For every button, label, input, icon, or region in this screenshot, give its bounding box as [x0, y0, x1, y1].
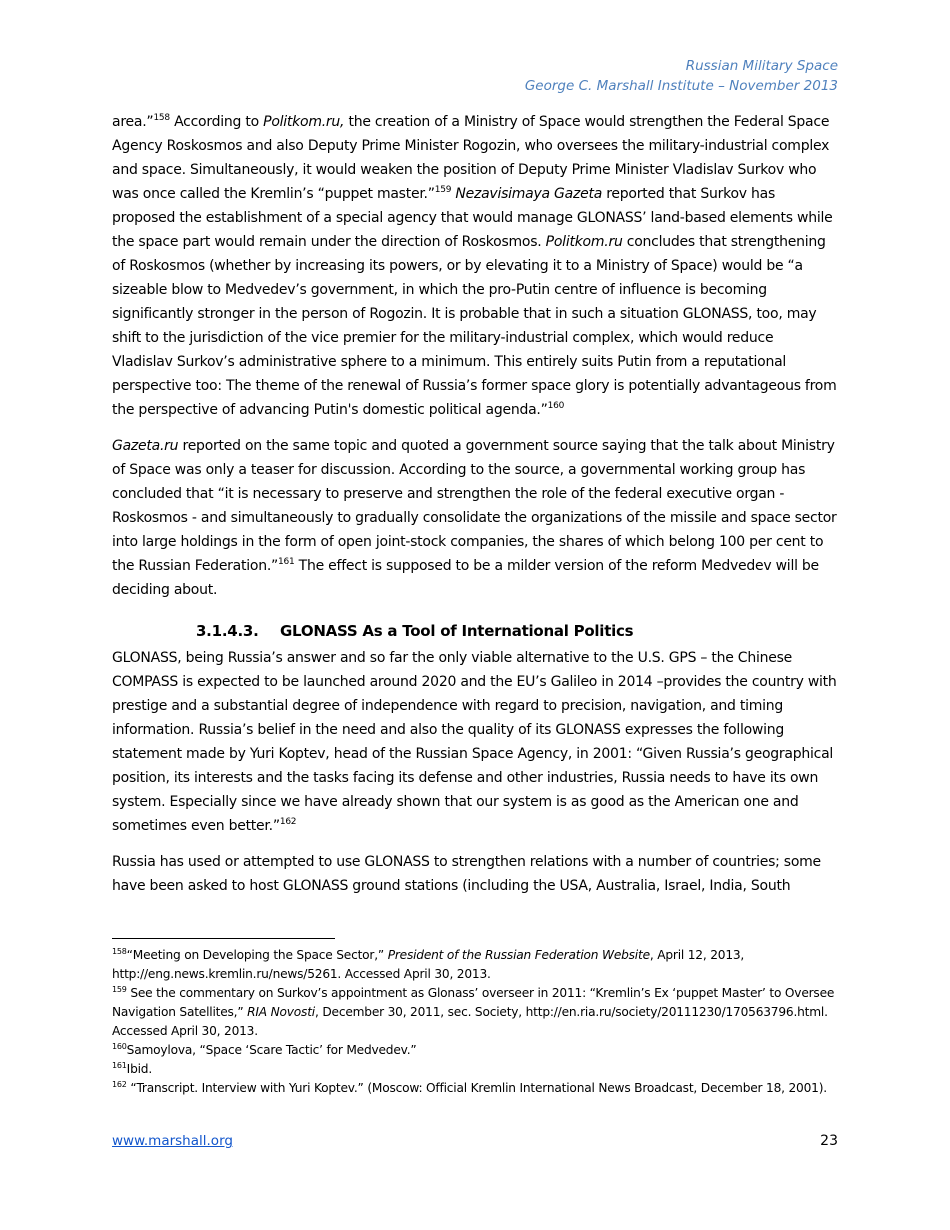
footnote-159: $^{159}$ See the commentary on Surkov’s appointment as Glonass’ overseer in 2011: “Kremlin’s Ex ‘puppet Master’ to Oversee Navigation Satellites,” RIA Novosti, December 30, 2011, sec. Society, http://en.ria.ru/society/20111230/170563796.html. Accessed April 30, 2013. [112, 985, 835, 1038]
section-title: GLONASS As a Tool of International Politics [280, 622, 634, 640]
section-heading [196, 620, 838, 642]
page-number: 23 [820, 1133, 838, 1149]
paragraph-3: GLONASS, being Russia’s answer and so far the only viable alternative to the U.S. GPS – the Chinese COMPASS is expected to be launched around 2020 and the EU’s Galileo in 2014 –provides the country with prestige and a substantial degree of independence with regard to precision, navigation, and timing information. Russia’s belief in the need and also the quality of its GLONASS expresses the following statement made by Yuri Koptev, head of the Russian Space Agency, in 2001: “Given Russia’s geographical position, its interests and the tasks facing its defense and other industries, Russia needs to have its own system. Especially since we have already shown that our system is as good as the American one and sometimes even better.”$^{162}$ [112, 650, 837, 834]
footnote-160: $^{160}$Samoylova, “Space ‘Scare Tactic’ for Medvedev.” [112, 1042, 417, 1057]
footnotes [112, 946, 838, 1098]
header-subtitle: George C. Marshall Institute – November 2013 [524, 78, 838, 94]
main-content [112, 110, 838, 910]
paragraph-2: Gazeta.ru reported on the same topic and quoted a government source saying that the talk about Ministry of Space was only a teaser for discussion. According to the source, a governmental working group has concluded that “it is necessary to preserve and strengthen the role of the federal executive organ - Roskosmos - and simultaneously to gradually consolidate the organizations of the missile and space sector into large holdings in the form of open joint-stock companies, the shares of which belong 100 per cent to the Russian Federation.”$^{161}$ The effect is supposed to be a milder version of the reform Medvedev will be deciding about. [112, 438, 837, 598]
footnote-161: $^{161}$Ibid. [112, 1061, 152, 1076]
page-header [525, 56, 838, 96]
footnote-158: $^{158}$“Meeting on Developing the Space Sector,” President of the Russian Federation Website, April 12, 2013, http://eng.news.kremlin.ru/news/5261. Accessed April 30, 2013. [112, 947, 745, 981]
footer-website-link[interactable]: www.marshall.org [112, 1133, 233, 1149]
paragraph-4: Russia has used or attempted to use GLONASS to strengthen relations with a number of countries; some have been asked to host GLONASS ground stations (including the USA, Australia, Israel, India, South [112, 854, 821, 894]
footnote-162: $^{162}$ “Transcript. Interview with Yuri Koptev.” (Moscow: Official Kremlin International News Broadcast, December 18, 2001). [112, 1080, 827, 1095]
footnote-ref-159[interactable]: 159 [434, 185, 452, 195]
section-number: 3.1.4.3. [196, 622, 259, 640]
footnote-separator [112, 938, 335, 939]
footnote-ref-160[interactable]: 160 [547, 401, 565, 411]
header-title: Russian Military Space [685, 58, 838, 74]
footnote-ref-161[interactable]: 161 [278, 557, 295, 567]
footnote-ref-158[interactable]: 158 [153, 113, 170, 123]
footnote-ref-162[interactable]: 162 [279, 817, 297, 827]
paragraph-1: area.”$^{158}$ According to Politkom.ru, the creation of a Ministry of Space would strengthen the Federal Space Agency Roskosmos and also Deputy Prime Minister Rogozin, who oversees the military-industrial complex and space. Simultaneously, it would weaken the position of Deputy Prime Minister Vladislav Surkov who was once called the Kremlin’s “puppet master.”$^{159}$ Nezavisimaya Gazeta reported that Surkov has proposed the establishment of a special agency that would manage GLONASS’ land-based elements while the space part would remain under the direction of Roskosmos. Politkom.ru concludes that strengthening of Roskosmos (whether by increasing its powers, or by elevating it to a Ministry of Space) would be “a sizeable blow to Medvedev’s government, in which the pro-Putin centre of influence is becoming significantly stronger in the person of Rogozin. It is probable that in such a situation GLONASS, too, may shift to the jurisdiction of the vice premier for the military-industrial complex, which would reduce Vladislav Surkov’s administrative sphere to a minimum. This entirely suits Putin from a reputational perspective too: The theme of the renewal of Russia’s former space glory is potentially advantageous from the perspective of advancing Putin's domestic political agenda.”$^{160}$ [112, 113, 837, 418]
